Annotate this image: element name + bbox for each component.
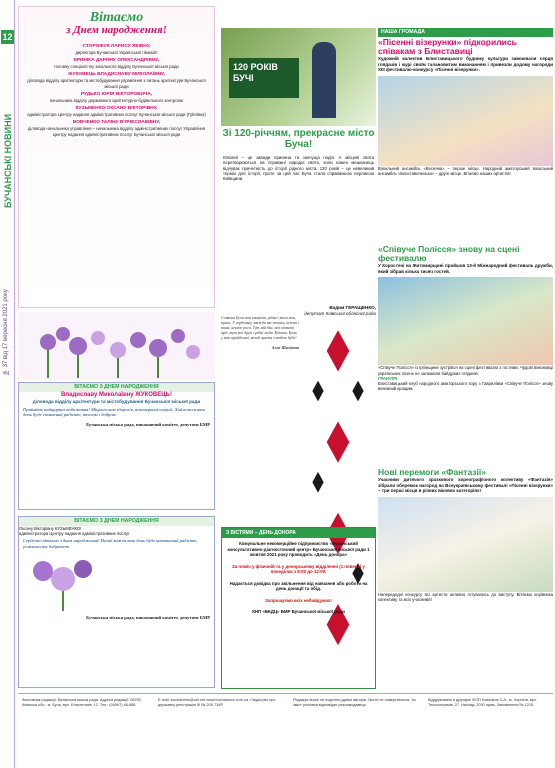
article-body: Ювілей – це завжди приємна та значуща подія. А місцеві свята перетворюються на справжні народні свята, коли кожен мешканець відчуває причетність до історії рідного міста. 120 років – це невеликий термін для історії, проте за цей час Буча стала справжньою перлиною Київщини. [223,155,374,182]
article-subhead: ГРАН-ПРІ [378,375,398,381]
article-body: Блиставицький клуб народного аматорського хору з Гаврилівки «Співуче Полісся» знову визнаний кращим. [378,381,553,392]
box-person-name: Оксану Вікторівну КУЗЬМЕНКО! [19,525,82,531]
greeting-item [25,106,208,117]
greeting-name: СТОРОЖУК ЛАРИСУ ЯКІВНУ, [82,44,151,49]
greeting-item [25,44,208,55]
box-signature: Бучанська міська рада, виконавчий комітет, депутати БМР [86,614,210,620]
rubric-label: НАША ГРОМАДА [378,28,553,37]
greeting-name: КУЗЬМЕНКО ОКСАНУ ВІКТОРІВНУ, [75,106,158,112]
author-position: депутат Київської обласної ради [304,310,376,316]
greetings-list [19,37,214,141]
ad-line: Надається довідка про звільнення від навчання або роботи на день донації та обід. [229,580,368,592]
article-fantasia [378,468,553,602]
greetings-box [18,6,215,308]
author-name: Вадим ГЕРАЩЕНКО, [329,305,376,310]
ad-contact: КНП «БКДЦ» БМР Бучанської міської ради [252,609,345,615]
footer-column: Віддруковано в друкарні ФОП Ковальов С.А., м. Чернігів, вул. Текстильників, 27. Наклад: 2030 прим. Замовлення № 1215. [428,698,537,707]
birthday-box-zhukovets [18,382,215,510]
person-figure [312,42,336,118]
banner: 120 РОКІВ БУЧІ [229,58,299,98]
box-person-position: адміністратора Центру надання адміністративних послуг [19,530,130,536]
donor-ad [221,527,376,689]
festival-photo [378,277,553,365]
greeting-position: адміністратора Центру надання адміністративних послуг Бучанської міської ради (Гуйлівка) [27,112,206,118]
box-title: ВІТАЄМО З ДНЕМ НАРОДЖЕННЯ [19,517,214,526]
page-number: 12 [2,32,13,42]
poem-author: Алла Шалімова [271,346,299,351]
box-person-position: діловода відділу архітектури та містобудування Бучанської міської ради [32,399,201,404]
paper-name: БУЧАНСЬКІ НОВИНИ [3,113,13,208]
choir-photo [378,76,553,166]
article-title: «Пісенні візерунки» підкорились співакам з Блиставиці [378,37,517,56]
greeting-name: КРИНІКА ДАРИНУ ОЛЕКСАНДРІВНУ, [73,58,160,64]
box-signature: Бучанська міська рада, виконавчий комітет, депутати БМР [86,422,210,428]
article-author [221,305,376,316]
article-lead: Учасники дитячого зразкового хореографічного колективу «Фантазія» зібрали оберемок нагород на Всеукраїнському фестивалі «Пісенні візерунки» – три перші місця в різних вікових категоріях! [378,477,553,494]
ad-line: Запрошуємо всіх небайдужих! [265,597,332,603]
flowers-illustration [18,312,215,380]
birthday-box-kuzmenko [18,516,215,688]
footer-column: Засновник редакції: Бучанська міська рада. Адреса редакції: 08292, Київська обл., м. Буча, вул. Енергетиків, 12. Тел.: (04597) 48-888. [22,698,142,707]
dance-photo [378,497,553,592]
greetings-title-line2: з Днем народження! [66,24,167,36]
greeting-position: начальника відділу державного архітектурно-будівельного контролю [49,97,184,103]
footer-column: Редакція може не поділяти думки авторів. Листи не повертаються. За зміст реклами відповідає рекламодавець. [293,698,416,707]
poem-text: Сонячна Буча моя вишнева, рідна і мила моя, краса. У серденьку завжди ти живеш, ніжна і тиха, неначе роса. Тут мій дім, мої сповиті мрії, тут мої друзі і рідні люди. Квітни, Буча, у віки прийдешні, нехай щастя з тобою буде! [221,316,299,340]
box-poem: Сердечно вітаємо з днем народження! Нехай кожен ваш день буде наповнений радістю, усміхами та добротою. [23,538,198,549]
greetings-title [19,11,214,37]
article-title: «Співуче Полісся» знову на сцені фестивалю [378,244,520,263]
bucha-photo [221,28,376,126]
issue-date: № 37 від 17 вересня 2021 року [3,289,9,375]
article-blystavytsia [378,38,553,176]
greeting-position: діловода відділу архітектури та містобудування управління з питань архітектури Бучанської міської ради [27,78,206,89]
article-title: Нові перемоги «Фантазії» [378,467,486,477]
greeting-position: головну спеціалістку загального відділу Бучанської міської ради [54,64,179,70]
greeting-position: директора Бучанської Української гімназії! [75,49,158,55]
ad-header: З ВІСТЯМИ – ДЕНЬ ДОНОРА [222,528,375,538]
article-body: Напередодні конкурсу всі артисти активно готувались до виступу. Вітаємо керівника колективу та всіх учасників! [378,591,553,603]
greeting-name: РУДЬКО ЮРІЯ ВІКТОРОВИЧА, [80,91,153,97]
article-lead: Художній колектив Блиставицького будинку культури завоювали серця глядачів і журі своїм талановитим виконанням і привезли додому нагороди XIII фестивалю-конкурсу «Пісенні візерунки». [378,56,553,73]
box-person-name: Владиславу Миколаївну ЖУКОВЕЦЬ! [61,391,172,398]
flowers-illustration [23,551,103,611]
box-title: ВІТАЄМО З ДНЕМ НАРОДЖЕННЯ [19,383,214,392]
greeting-item [25,92,208,103]
greeting-item [25,72,208,88]
greetings-title-line1: Вітаємо [89,10,144,25]
article-body: Вокальний ансамбль «Весняна» – перше місце. Народний аматорський вокальний ансамбль «Блиставиченька» – друге місце. Вітаємо наших артистів! [378,165,553,177]
footer [18,693,553,768]
ad-line: Комунальне некомерційне підприємство «Бучанський консультативно-діагностичний центр» Бучанської міської ради 1 жовтня 2021 року проводить «День донора» [227,541,370,558]
greeting-name: ЖУКОВЕЦЬ ВЛАДИСЛАВУ МИКОЛАЇВНУ, [68,72,165,78]
article-lead: У Коростені на Житомирщині пройшов 13-й Міжнародний фестиваль дружби, який зібрав кілька тисяч гостей. [378,263,553,274]
greeting-position: діловода начальника управління – начальника відділу адміністративних послуг Управління Центру надання адміністративних послуг Бучанської міської ради [27,126,206,137]
ad-line: За поміч у фізичній та у донорському відділенні (1 поверх) у понеділок з 8:00 до 12:00. [232,563,365,575]
greeting-item [25,58,208,69]
article-polissia [378,245,553,392]
article-body: «Співуче Полісся» із Ірпінщини зустрівся на сцені фестивалю з гостями. Чудові виконавці українських пісень не залишили байдужих глядачів. [378,365,553,376]
footer-column: E-mail: buchanews@ukr.net www.buchanews.com.ua. Свідоцтво про державну реєстрацію КІ № 205-734Р. [158,698,276,707]
box-poem: Прийміть найщиріші побажання! Міцного вам здоров'я, невичерпної енергії. Хай кожен ваш день буде сповнений радістю, теплом і добром. [23,406,205,418]
article-title: Зі 120-річчям, прекрасне місто Буча! [222,128,375,150]
greeting-item [25,120,208,136]
greeting-name: ВОВЧЕНКО ТАЛІНУ В'ЯЧЕСЛАВІВНУ, [72,120,161,126]
